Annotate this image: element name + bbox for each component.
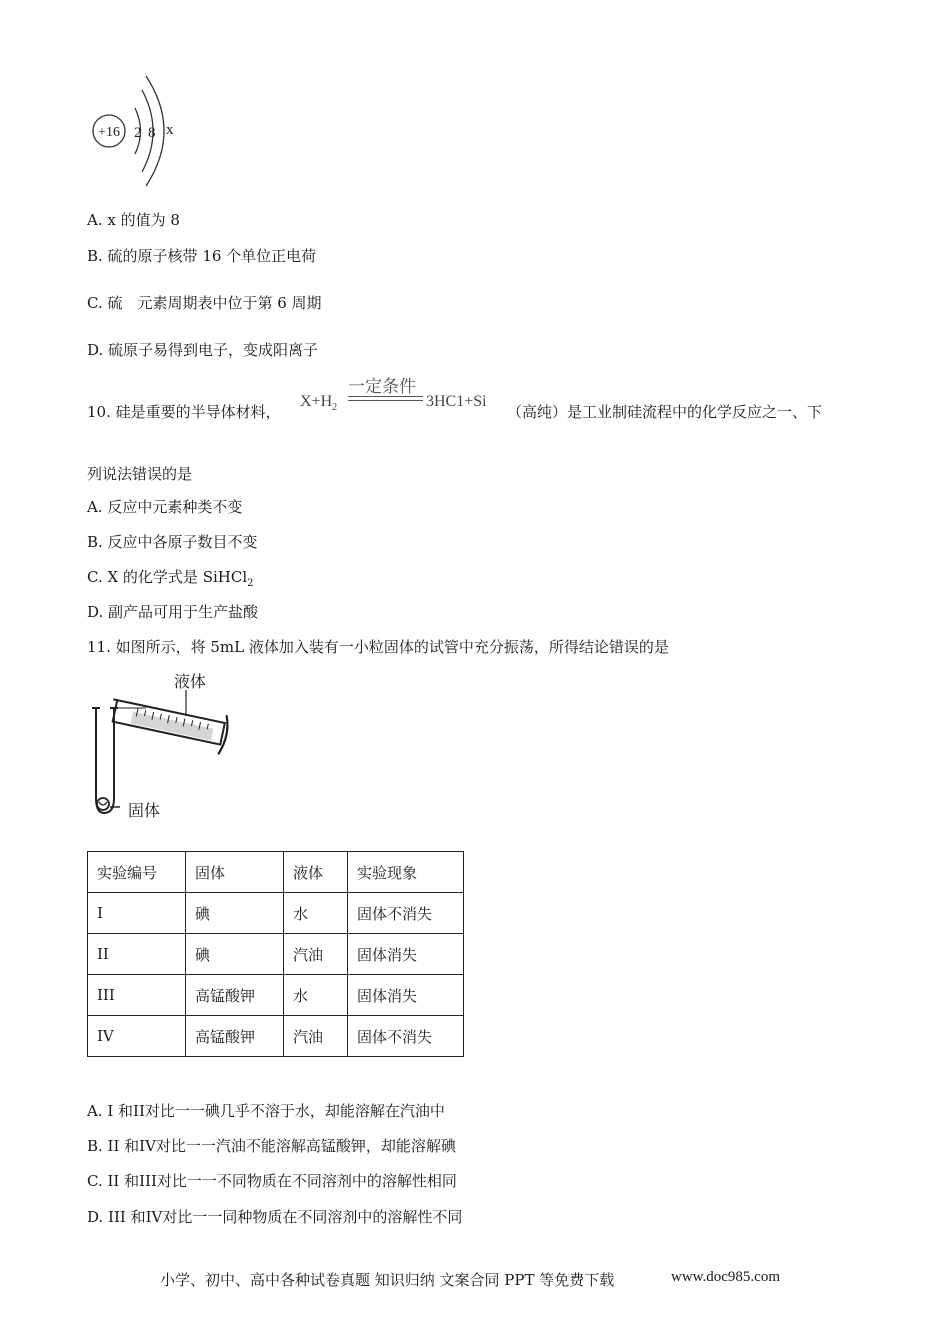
reactants-text: X+H bbox=[300, 393, 333, 410]
q9-option-d: D. 硫原子易得到电子，变成阳离子 bbox=[87, 341, 319, 359]
figure-label-solid: 固体 bbox=[128, 801, 161, 820]
experiment-table bbox=[87, 851, 464, 1057]
equation-reactants bbox=[300, 393, 337, 413]
q10-tail: （高纯）是工业制硅流程中的化学反应之一、下 bbox=[507, 403, 823, 421]
shell-count-3: x bbox=[166, 122, 174, 138]
table-row bbox=[88, 975, 464, 1016]
table-cell: 汽油 bbox=[284, 934, 348, 975]
q10-option-c-subscript: 2 bbox=[247, 578, 254, 589]
equals-line-bottom bbox=[348, 400, 423, 401]
table-cell: I bbox=[88, 893, 186, 934]
table-cell: 固体不消失 bbox=[348, 893, 464, 934]
table-cell: 碘 bbox=[186, 893, 284, 934]
test-tube bbox=[96, 708, 114, 813]
figure-label-liquid: 液体 bbox=[174, 672, 207, 691]
shell-count-2: 8 bbox=[148, 125, 156, 141]
q9-option-c: C. 硫 元素周期表中位于第 6 周期 bbox=[87, 294, 322, 312]
q11-stem: 11. 如图所示，将 5mL 液体加入装有一小粒固体的试管中充分振荡，所得结论错误的是 bbox=[87, 638, 669, 656]
solid-particle bbox=[97, 798, 109, 810]
q9-option-b: B. 硫的原子核带 16 个单位正电荷 bbox=[87, 247, 317, 265]
q10-option-a: A. 反应中元素种类不变 bbox=[87, 498, 243, 516]
header-solid: 固体 bbox=[186, 852, 284, 893]
q10-intro: 10. 硅是重要的半导体材料， bbox=[87, 403, 281, 421]
equation-condition: 一定条件 bbox=[348, 377, 416, 397]
q11-option-b: B. II 和IV对比一一汽油不能溶解高锰酸钾，却能溶解碘 bbox=[87, 1137, 456, 1155]
table-cell: 高锰酸钾 bbox=[186, 1016, 284, 1057]
nucleus-charge: +16 bbox=[98, 125, 120, 140]
q10-option-b: B. 反应中各原子数目不变 bbox=[87, 533, 258, 551]
table-cell: 水 bbox=[284, 893, 348, 934]
table-cell: 高锰酸钾 bbox=[186, 975, 284, 1016]
header-liquid: 液体 bbox=[284, 852, 348, 893]
header-exp-number: 实验编号 bbox=[88, 852, 186, 893]
q10-equation bbox=[300, 374, 500, 414]
shell-count-1: 2 bbox=[134, 125, 142, 141]
q10-option-c-text: C. X 的化学式是 SiHCl bbox=[87, 568, 248, 586]
table-row bbox=[88, 1016, 464, 1057]
graduated-cylinder bbox=[107, 691, 231, 755]
table-row bbox=[88, 934, 464, 975]
table-cell: 汽油 bbox=[284, 1016, 348, 1057]
table-cell: IV bbox=[88, 1016, 186, 1057]
sulfur-atom-diagram bbox=[80, 70, 190, 190]
q11-option-a: A. I 和II对比一一碘几乎不溶于水，却能溶解在汽油中 bbox=[87, 1102, 445, 1120]
table-cell: 碘 bbox=[186, 934, 284, 975]
footer-text: 小学、初中、高中各种试卷真题 知识归纳 文案合同 PPT 等免费下载 bbox=[160, 1271, 615, 1289]
table-cell: III bbox=[88, 975, 186, 1016]
q10-option-d: D. 副产品可用于生产盐酸 bbox=[87, 603, 259, 621]
table-header-row bbox=[88, 852, 464, 893]
q9-option-a: A. x 的值为 8 bbox=[87, 211, 180, 229]
header-phenomenon: 实验现象 bbox=[348, 852, 464, 893]
table-cell: 固体消失 bbox=[348, 975, 464, 1016]
solid-particle-detail bbox=[99, 802, 107, 805]
table-cell: 固体消失 bbox=[348, 934, 464, 975]
test-tube-figure bbox=[86, 668, 246, 823]
table-cell: 水 bbox=[284, 975, 348, 1016]
q10-option-c bbox=[87, 567, 254, 594]
q11-option-d: D. III 和IV对比一一同种物质在不同溶剂中的溶解性不同 bbox=[87, 1208, 463, 1226]
equals-line-top bbox=[348, 396, 423, 397]
reactants-subscript: 2 bbox=[332, 402, 338, 414]
table-cell: II bbox=[88, 934, 186, 975]
equation-products: 3HC1+Si bbox=[426, 393, 487, 410]
table-cell: 固体不消失 bbox=[348, 1016, 464, 1057]
q10-line2: 列说法错误的是 bbox=[87, 465, 193, 483]
q11-option-c: C. II 和III对比一一不同物质在不同溶剂中的溶解性相同 bbox=[87, 1172, 457, 1190]
table-row bbox=[88, 893, 464, 934]
footer-url[interactable]: www.doc985.com bbox=[671, 1269, 781, 1285]
